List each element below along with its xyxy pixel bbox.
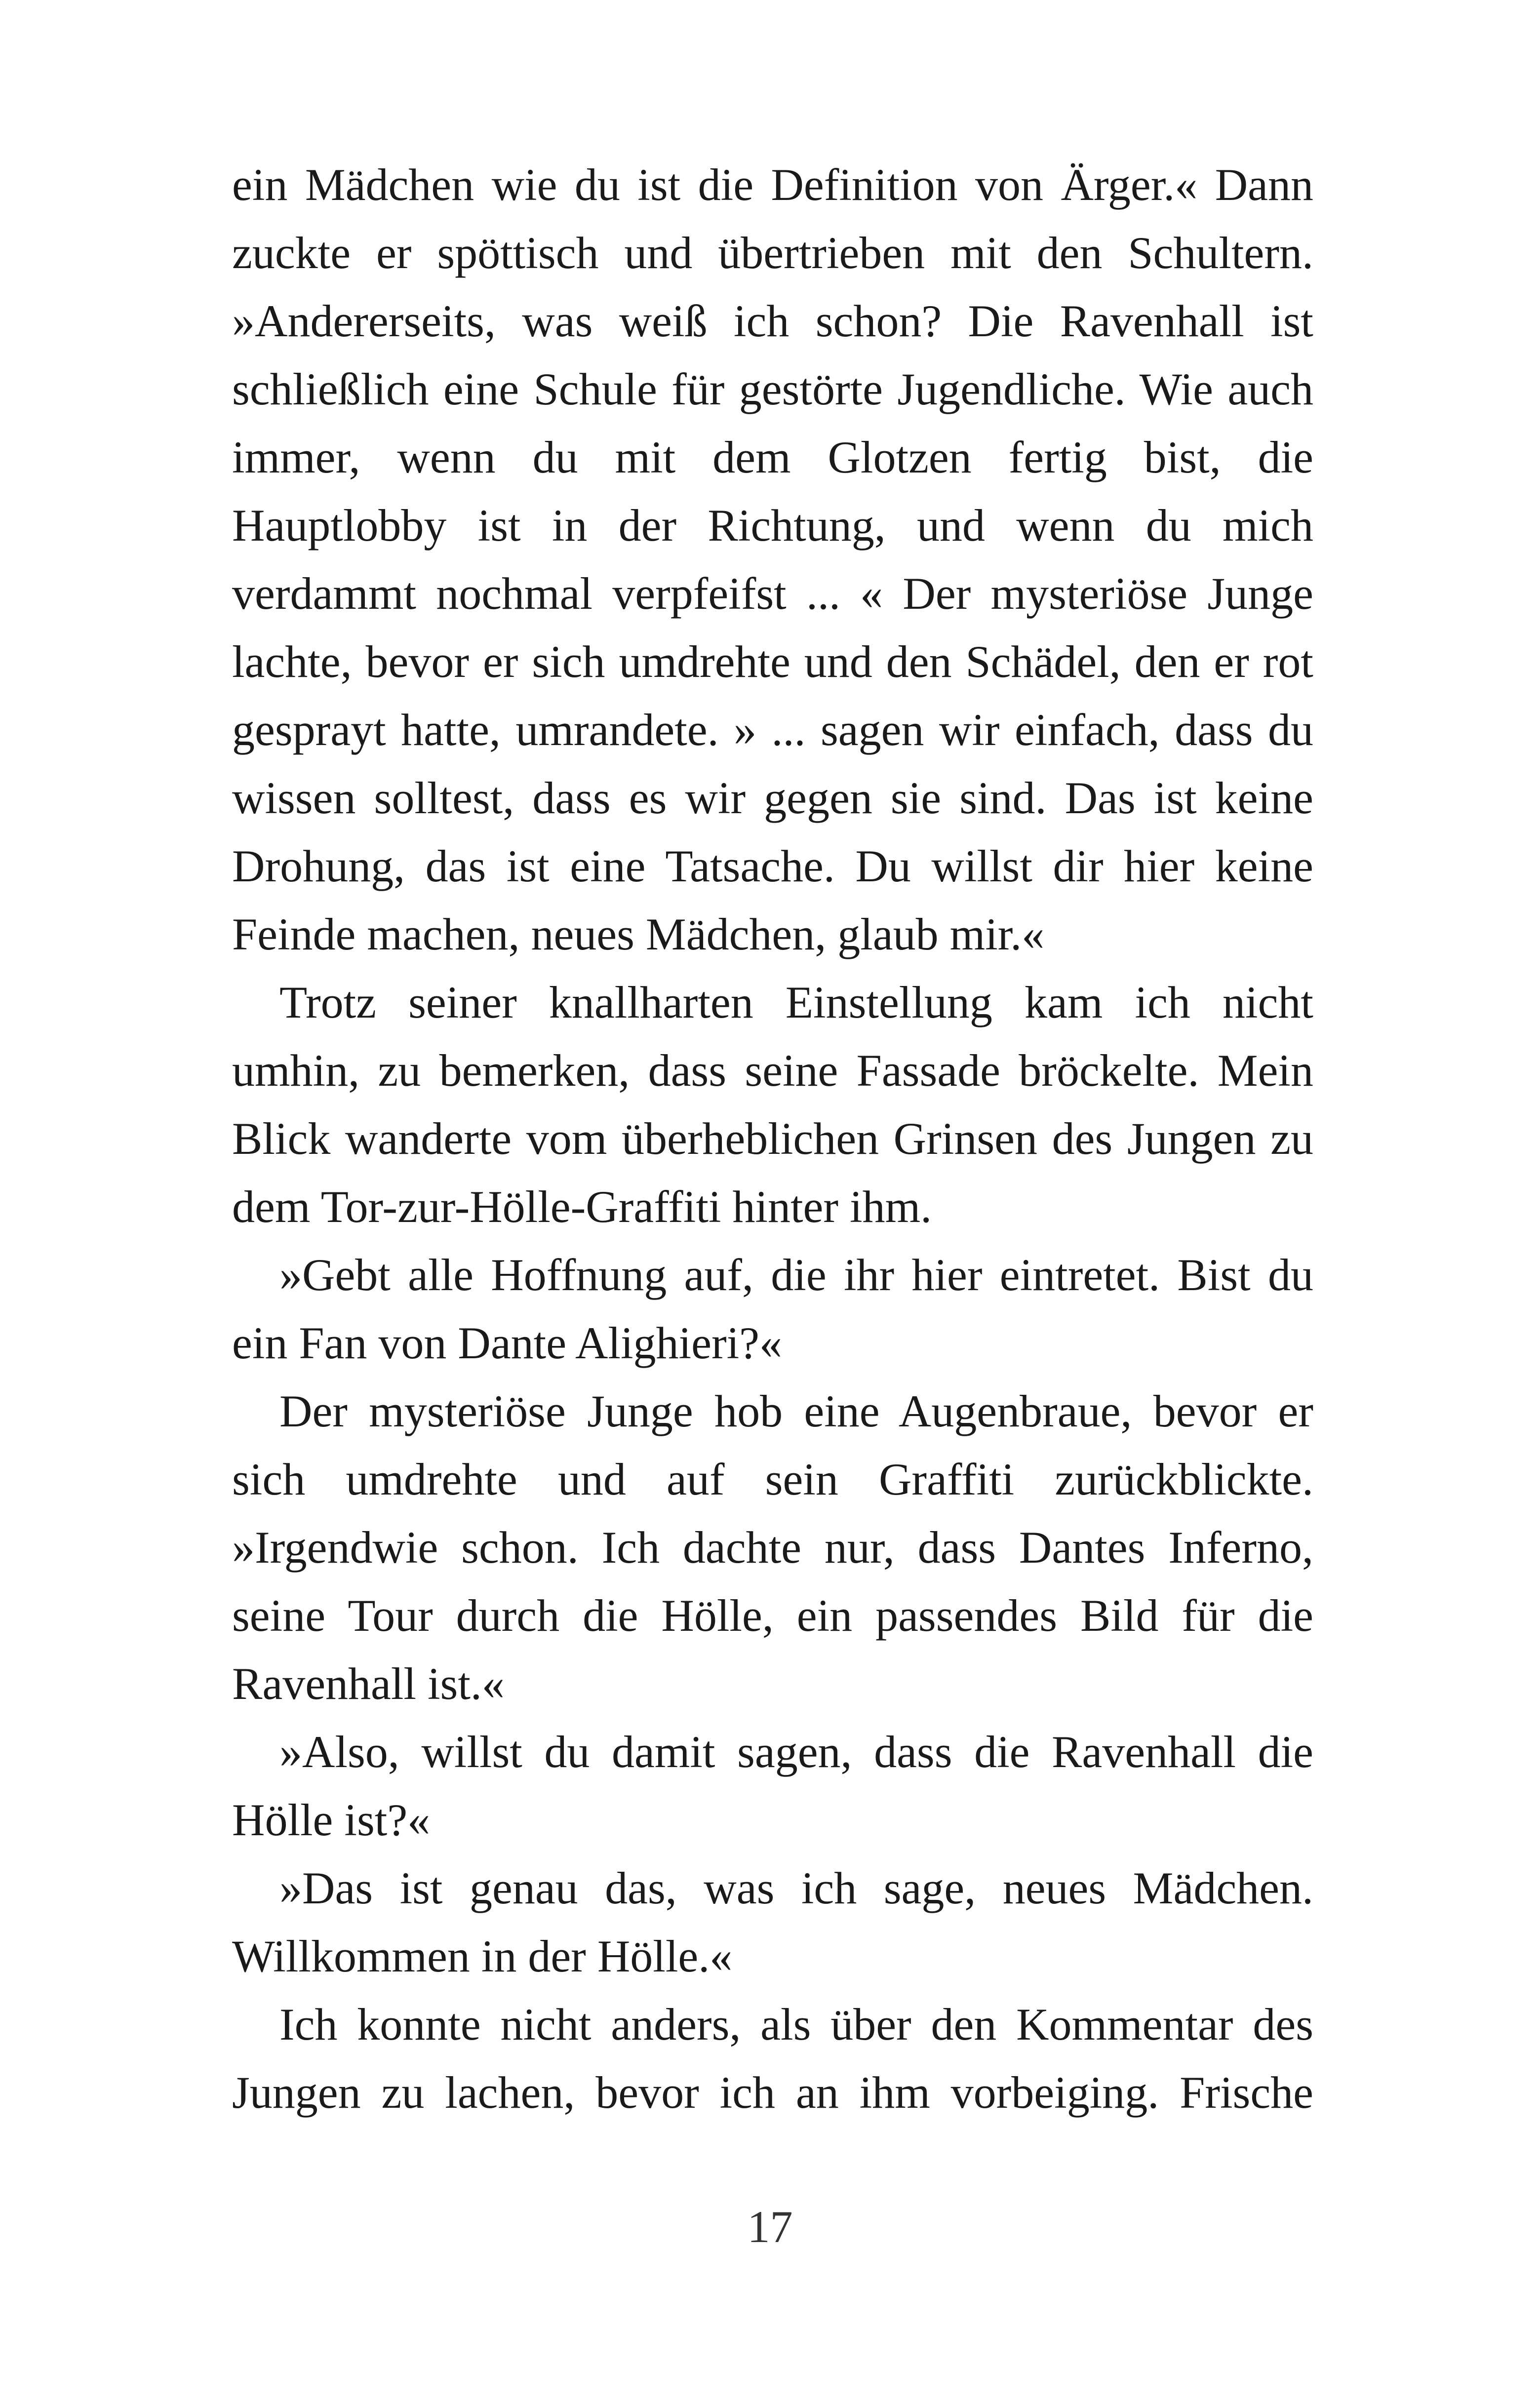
text-line: Blick wanderte vom überheblichen Grinsen des Jungen zu — [232, 1113, 1313, 1164]
text-line: »Also, willst du damit sagen, dass die Ravenhall die — [279, 1727, 1313, 1777]
text-line: lachte, bevor er sich umdrehte und den Schädel, den er rot — [232, 636, 1313, 687]
text-line: immer, wenn du mit dem Glotzen fertig bist, die — [232, 432, 1313, 482]
text-line: verdammt nochmal verpfeifst ... « Der mysteriöse Junge — [232, 568, 1313, 619]
text-line: wissen solltest, dass es wir gegen sie sind. Das ist keine — [232, 773, 1313, 823]
text-line: Der mysteriöse Junge hob eine Augenbraue, bevor er — [279, 1386, 1313, 1436]
text-line: seine Tour durch die Hölle, ein passendes Bild für die — [232, 1590, 1313, 1641]
text-line: »Andererseits, was weiß ich schon? Die Ravenhall ist — [232, 296, 1313, 346]
text-line: umhin, zu bemerken, dass seine Fassade bröckelte. Mein — [232, 1045, 1313, 1096]
text-line: »Das ist genau das, was ich sage, neues Mädchen. — [279, 1863, 1313, 1913]
text-line: gesprayt hatte, umrandete. » ... sagen wir einfach, dass du — [232, 705, 1313, 755]
page-number: 17 — [747, 2202, 793, 2252]
text-line: Hölle ist?« — [232, 1795, 431, 1845]
text-line: ein Fan von Dante Alighieri?« — [232, 1318, 782, 1368]
text-line: schließlich eine Schule für gestörte Jugendliche. Wie auch — [232, 364, 1313, 414]
text-line: Jungen zu lachen, bevor ich an ihm vorbeiging. Frische — [232, 2067, 1313, 2118]
text-line: »Irgendwie schon. Ich dachte nur, dass Dantes Inferno, — [232, 1522, 1313, 1573]
text-line: Willkommen in der Hölle.« — [232, 1931, 733, 1981]
text-line: Trotz seiner knallharten Einstellung kam ich nicht — [279, 977, 1313, 1027]
text-line: Ich konnte nicht anders, als über den Kommentar des — [279, 1999, 1313, 2049]
text-line: zuckte er spöttisch und übertrieben mit den Schultern. — [232, 228, 1313, 278]
text-line: ein Mädchen wie du ist die Definition von Ärger.« Dann — [232, 159, 1313, 210]
text-line: »Gebt alle Hoffnung auf, die ihr hier eintretet. Bist du — [279, 1250, 1313, 1300]
text-line: Ravenhall ist.« — [232, 1658, 505, 1709]
text-line: dem Tor-zur-Hölle-Graffiti hinter ihm. — [232, 1182, 932, 1232]
text-line: sich umdrehte und auf sein Graffiti zurückblickte. — [232, 1454, 1313, 1504]
text-line: Drohung, das ist eine Tatsache. Du willst dir hier keine — [232, 841, 1313, 891]
text-line: Feinde machen, neues Mädchen, glaub mir.« — [232, 909, 1045, 959]
text-line: Hauptlobby ist in der Richtung, und wenn du mich — [232, 500, 1313, 551]
